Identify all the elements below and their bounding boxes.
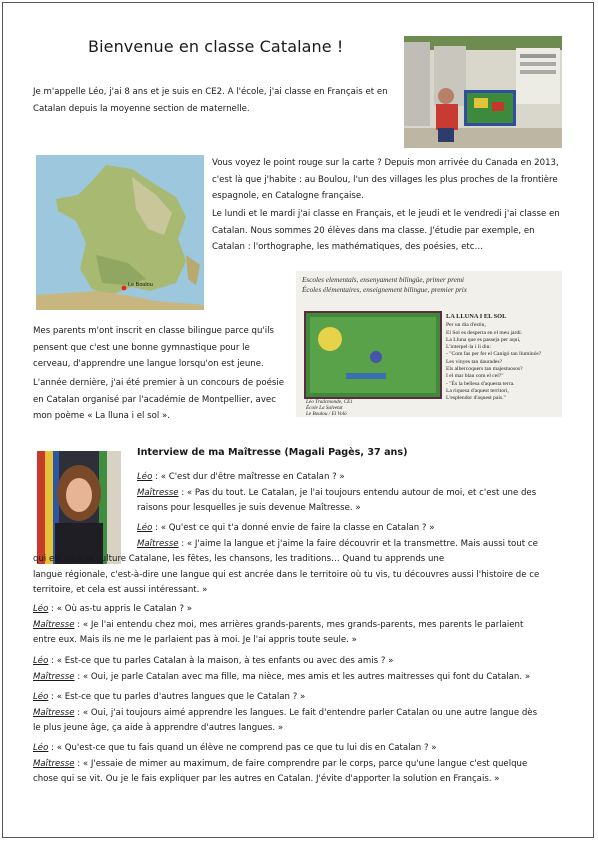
- dialogue-block-2-cont: qui est lié à la culture Catalane, les fêtes, les chansons, les traditions… Quand tu apprends une langue régionale, c'est-à-dire une langue qui est ancrée dans le territoire où tu vis, tu découvres aussi l'histoire de ce territoire, et cela est aussi intéressant. »: [33, 554, 540, 595]
- france-map: [36, 155, 204, 310]
- poetry-award-image: [296, 271, 562, 417]
- teacher-photo: [37, 451, 121, 564]
- dialogue-block-2: Léo : « Qu'est ce qui t'a donné envie de faire la classe en Catalan ? » Maîtresse : « J'aime la langue et j'aime la faire découvrir et la transmettre. Mais aussi tout ce: [137, 523, 538, 549]
- parents-paragraph: Mes parents m'ont inscrit en classe bilingue parce qu'ils pensent que c'est une bonne gymnastique pour le cerveau, d'apprendre une langue lorsqu'on est jeune.: [33, 326, 275, 369]
- contest-paragraph: L'année dernière, j'ai été premier à un concours de poésie en Catalan organisé par l'académie de Montpellier, avec mon poème « La lluna i el sol ».: [33, 378, 285, 421]
- map-town-label: Le Boulou: [128, 282, 153, 288]
- classroom-photo: [404, 36, 562, 148]
- poem-text: LA LLUNA I EL SOL Per un dia d'estiu, El Sol es desperta en el meu jardí. La Lluna que es passeja per aquí, L'interpel·la i li diu: - "Com fas per fer el Canigó tan lluminós? Les vinyes tan daurades? Els albercoquers tan majestuosos? I el mar blau com el cel?" - "És la bellesa d'aquesta terra. La riquesa d'aquest territori, L'esplendor d'aquest país.": [446, 313, 558, 403]
- intro-paragraph: Je m'appelle Léo, j'ai 8 ans et je suis en CE2. A l'école, j'ai classe en Français et en Catalan depuis la moyenne section de maternelle.: [33, 87, 388, 114]
- award-header-line2: Écoles élémentaires, enseignement bilingue, premier prix: [302, 286, 467, 294]
- poem-title: LA LLUNA I EL SOL: [446, 313, 507, 320]
- dialogue-block-4: Léo : « Est-ce que tu parles Catalan à la maison, à tes enfants ou avec des amis ? » Maîtresse : « Oui, je parle Catalan avec ma fille, ma nièce, mes amis et les autres maitresses qui font du Catalan. »: [33, 656, 531, 682]
- interview-title: Interview de ma Maîtresse (Magali Pagès, 37 ans): [137, 447, 408, 458]
- schedule-paragraph: Le lundi et le mardi j'ai classe en Français, et le jeudi et le vendredi j'ai classe en Catalan. Nous sommes 20 élèves dans ma classe. J'étudie par exemple, en Catalan : l'orthographe, les mathématiques, des poésies, etc…: [212, 209, 560, 252]
- dialogue-block-5: Léo : « Est-ce que tu parles d'autres langues que le Catalan ? » Maîtresse : « Oui, j'ai toujours aimé apprendre les langues. Le fait d'entendre parler Catalan ou une autre langue dès le plus jeune âge, ça aide à apprendre d'autres langues. »: [33, 692, 538, 733]
- map-paragraph: Vous voyez le point rouge sur la carte ? Depuis mon arrivée du Canada en 2013, c'est là que j'habite : au Boulou, l'un des villages les plus proches de la frontière espagnole, en Catalogne française.: [212, 158, 559, 201]
- drawing-caption: Léo Tradcmonde, CE1 École La Salvetat Le Boulou / El Voló: [306, 399, 353, 417]
- dialogue-block-1: Léo : « C'est dur d'être maîtresse en Catalan ? » Maîtresse : « Pas du tout. Le Catalan, je l'ai toujours entendu autour de moi, et c'est une des raisons pour lesquelles je suis devenue Maîtresse. »: [137, 472, 537, 513]
- dialogue-block-3: Léo : « Où as-tu appris le Catalan ? » Maîtresse : « Je l'ai entendu chez moi, mes arrières grands-parents, mes grands-parents, mes parents le parlaient entre eux. Mais ils ne me le parlaient pas à moi. Je l'ai appris toute seule. »: [33, 604, 524, 645]
- page-title: Bienvenue en classe Catalane !: [88, 37, 344, 56]
- award-header-line1: Escoles elementals, ensenyament bilingüe, primer premi: [302, 276, 465, 284]
- drawing-frame: [304, 311, 442, 399]
- dialogue-block-6: Léo : « Qu'est-ce que tu fais quand un élève ne comprend pas ce que tu lui dis en Catalan ? » Maîtresse : « J'essaie de mimer au maximum, de faire comprendre par le corps, parce qu'une langue c'est quelque chose qui se vit. Ou je le fais expliquer par les autres en Catalan. J'évite d'apporter la solution en Français. »: [33, 743, 528, 784]
